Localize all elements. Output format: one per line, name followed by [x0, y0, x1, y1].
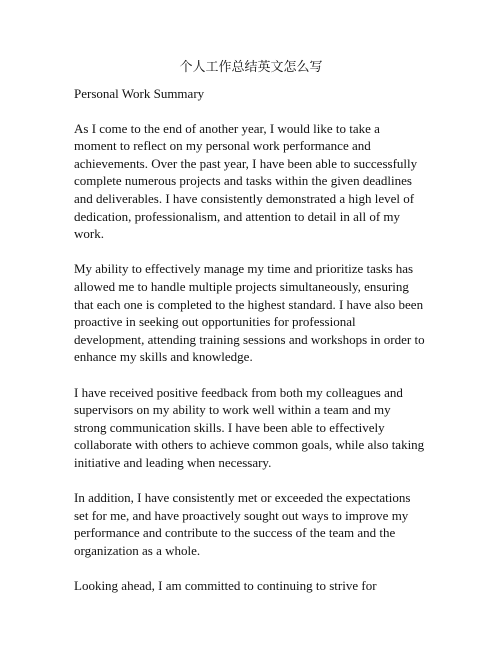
paragraph-5 — [74, 577, 431, 595]
text-line: As I come to the end of another year, I would like to take a — [74, 120, 380, 136]
text-line: My ability to effectively manage my time and prioritize tasks has — [74, 261, 414, 277]
paragraph-3 — [74, 384, 431, 472]
text-line: dedication, professionalism, and attention to detail in all of my — [74, 208, 401, 224]
text-line: supervisors on my ability to work well within a team and my — [74, 402, 391, 418]
document-subtitle: Personal Work Summary — [74, 86, 205, 101]
text-line: enhance my skills and knowledge. — [74, 349, 253, 365]
paragraph-1 — [74, 120, 431, 243]
text-line: development, attending training sessions and workshops in order to — [74, 331, 425, 347]
text-line: I have received positive feedback from both my colleagues and — [74, 384, 403, 400]
text-line: and deliverables. I have consistently demonstrated a high level of — [74, 190, 415, 206]
text-line: achievements. Over the past year, I have been able to successfully — [74, 155, 418, 171]
text-line: Looking ahead, I am committed to continuing to strive for — [74, 578, 377, 594]
text-line: In addition, I have consistently met or exceeded the expectations — [74, 490, 411, 506]
text-line: that each one is completed to the highest standard. I have also been — [74, 296, 424, 312]
document-title: 个人工作总结英文怎么写 — [179, 59, 323, 74]
document-body — [74, 85, 431, 612]
text-line: work. — [74, 226, 104, 242]
text-line: proactive in seeking out opportunities for professional — [74, 314, 356, 330]
text-line: performance and contribute to the success of the team and the — [74, 525, 396, 541]
text-line: allowed me to handle multiple projects simultaneously, ensuring — [74, 278, 409, 294]
paragraph-4 — [74, 489, 431, 559]
text-line: collaborate with others to achieve common goals, while also taking — [74, 437, 425, 453]
text-line: strong communication skills. I have been able to effectively — [74, 419, 385, 435]
text-line: moment to reflect on my personal work performance and — [74, 138, 371, 154]
text-line: organization as a whole. — [74, 542, 201, 558]
text-line: initiative and leading when necessary. — [74, 454, 272, 470]
paragraph-2 — [74, 260, 431, 366]
text-line: set for me, and have proactively sought out ways to improve my — [74, 507, 409, 523]
text-line: complete numerous projects and tasks within the given deadlines — [74, 173, 412, 189]
